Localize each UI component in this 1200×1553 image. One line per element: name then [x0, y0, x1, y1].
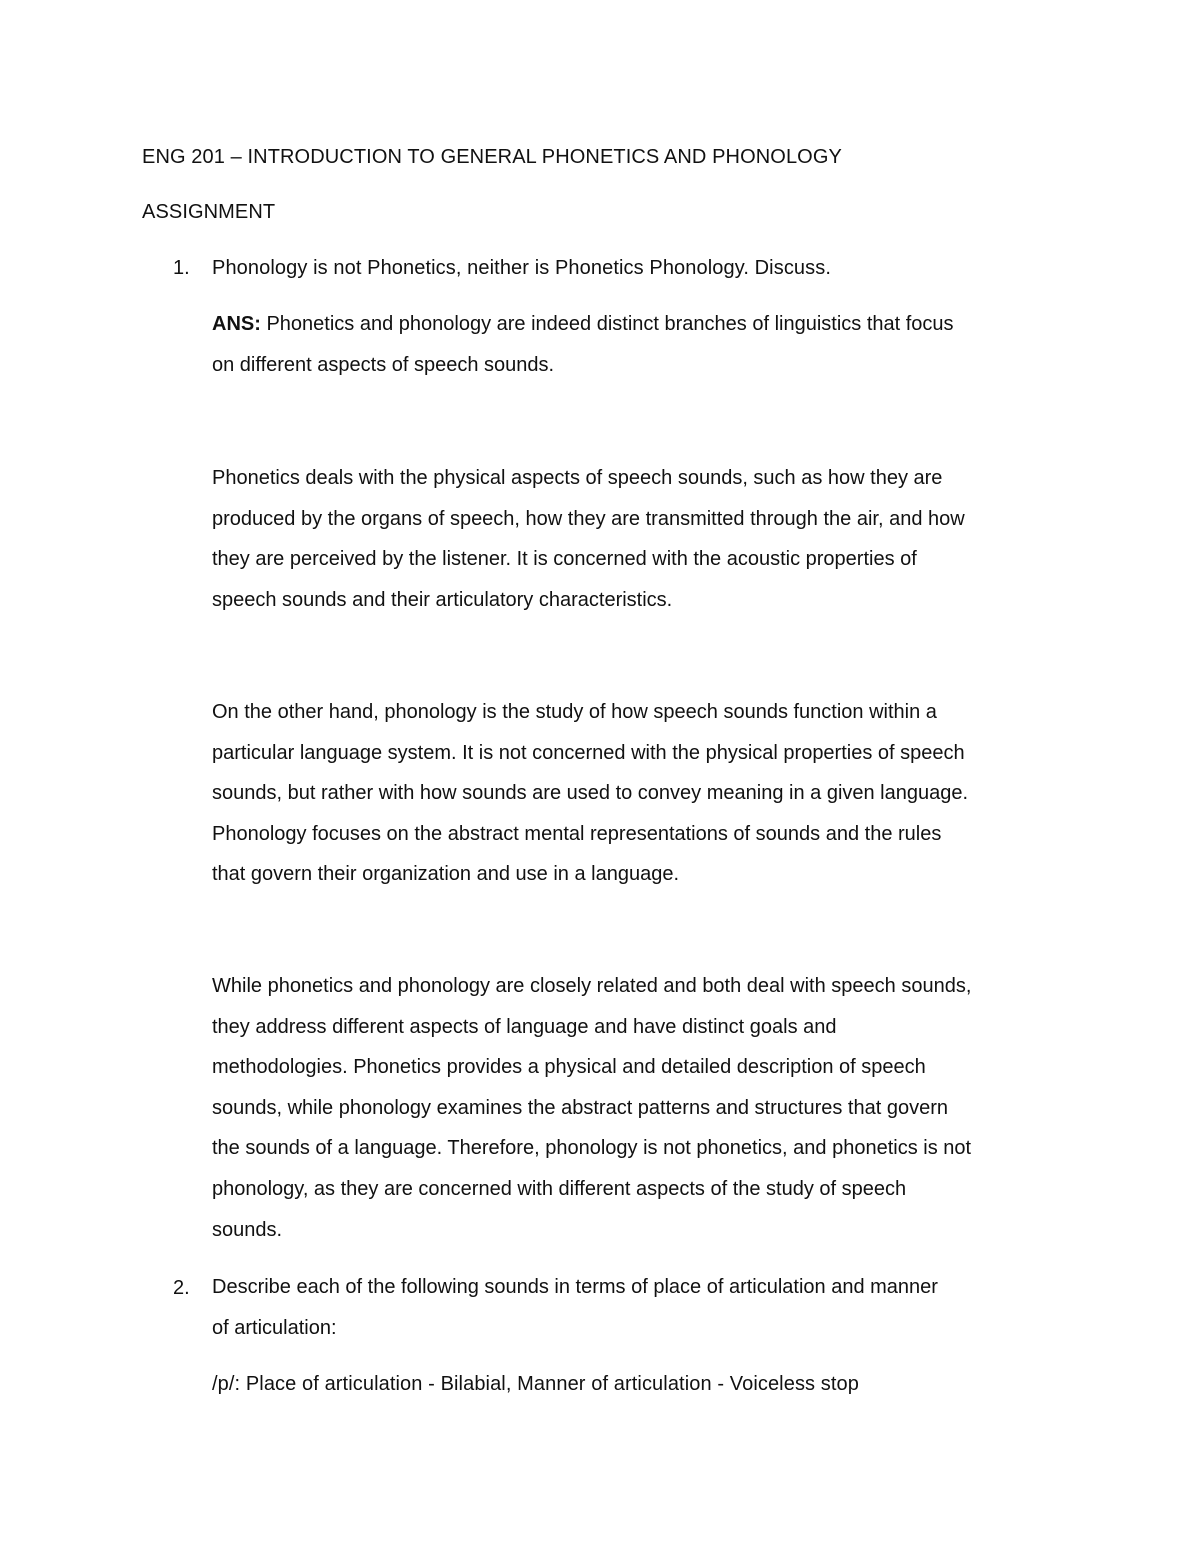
answer-intro-line: on different aspects of speech sounds. — [212, 353, 555, 376]
paragraph-line: sounds. — [212, 1218, 283, 1241]
question-2-text — [212, 1267, 1072, 1348]
assignment-heading: ASSIGNMENT — [142, 201, 276, 223]
question-2-line: Describe each of the following sounds in terms of place of articulation and manner — [212, 1276, 938, 1298]
question-1-text: Phonology is not Phonetics, neither is Phonetics Phonology. Discuss. — [212, 257, 831, 279]
answer-intro-line — [212, 304, 1072, 345]
paragraph-line: the sounds of a language. Therefore, phonology is not phonetics, and phonetics is not — [212, 1137, 972, 1160]
paragraph-line: phonology, as they are concerned with different aspects of the study of speech — [212, 1177, 907, 1200]
conclusion-paragraph — [212, 966, 1072, 1250]
answer-intro-paragraph — [212, 304, 1072, 385]
paragraph-line: methodologies. Phonetics provides a physical and detailed description of speech — [212, 1056, 926, 1079]
paragraph-line: they are perceived by the listener. It is concerned with the acoustic properties of — [212, 548, 917, 571]
question-2-line: of articulation: — [212, 1316, 337, 1339]
paragraph-line: sounds, but rather with how sounds are used to convey meaning in a given language. — [212, 782, 969, 805]
paragraph-line: Phonology focuses on the abstract mental representations of sounds and the rules — [212, 822, 942, 845]
paragraph-line: particular language system. It is not concerned with the physical properties of speech — [212, 741, 965, 764]
question-2-number: 2. — [173, 1277, 190, 1299]
sound-p-description: /p/: Place of articulation - Bilabial, Manner of articulation - Voiceless stop — [212, 1373, 860, 1395]
phonology-paragraph — [212, 692, 1072, 895]
course-title: ENG 201 – INTRODUCTION TO GENERAL PHONETICS AND PHONOLOGY — [142, 146, 842, 168]
phonetics-paragraph — [212, 458, 1072, 620]
question-1-number: 1. — [173, 257, 190, 279]
paragraph-line: they address different aspects of language and have distinct goals and — [212, 1015, 837, 1038]
answer-label: ANS: — [212, 313, 261, 335]
answer-intro-text: Phonetics and phonology are indeed distinct branches of linguistics that focus — [260, 313, 954, 335]
paragraph-line: While phonetics and phonology are closely related and both deal with speech sounds, — [212, 975, 972, 997]
paragraph-line: produced by the organs of speech, how they are transmitted through the air, and how — [212, 507, 965, 530]
paragraph-line: On the other hand, phonology is the study of how speech sounds function within a — [212, 701, 937, 723]
paragraph-line: speech sounds and their articulatory characteristics. — [212, 588, 673, 611]
paragraph-line: that govern their organization and use in a language. — [212, 863, 680, 886]
paragraph-line: sounds, while phonology examines the abstract patterns and structures that govern — [212, 1096, 948, 1119]
paragraph-line: Phonetics deals with the physical aspects of speech sounds, such as how they are — [212, 467, 943, 489]
